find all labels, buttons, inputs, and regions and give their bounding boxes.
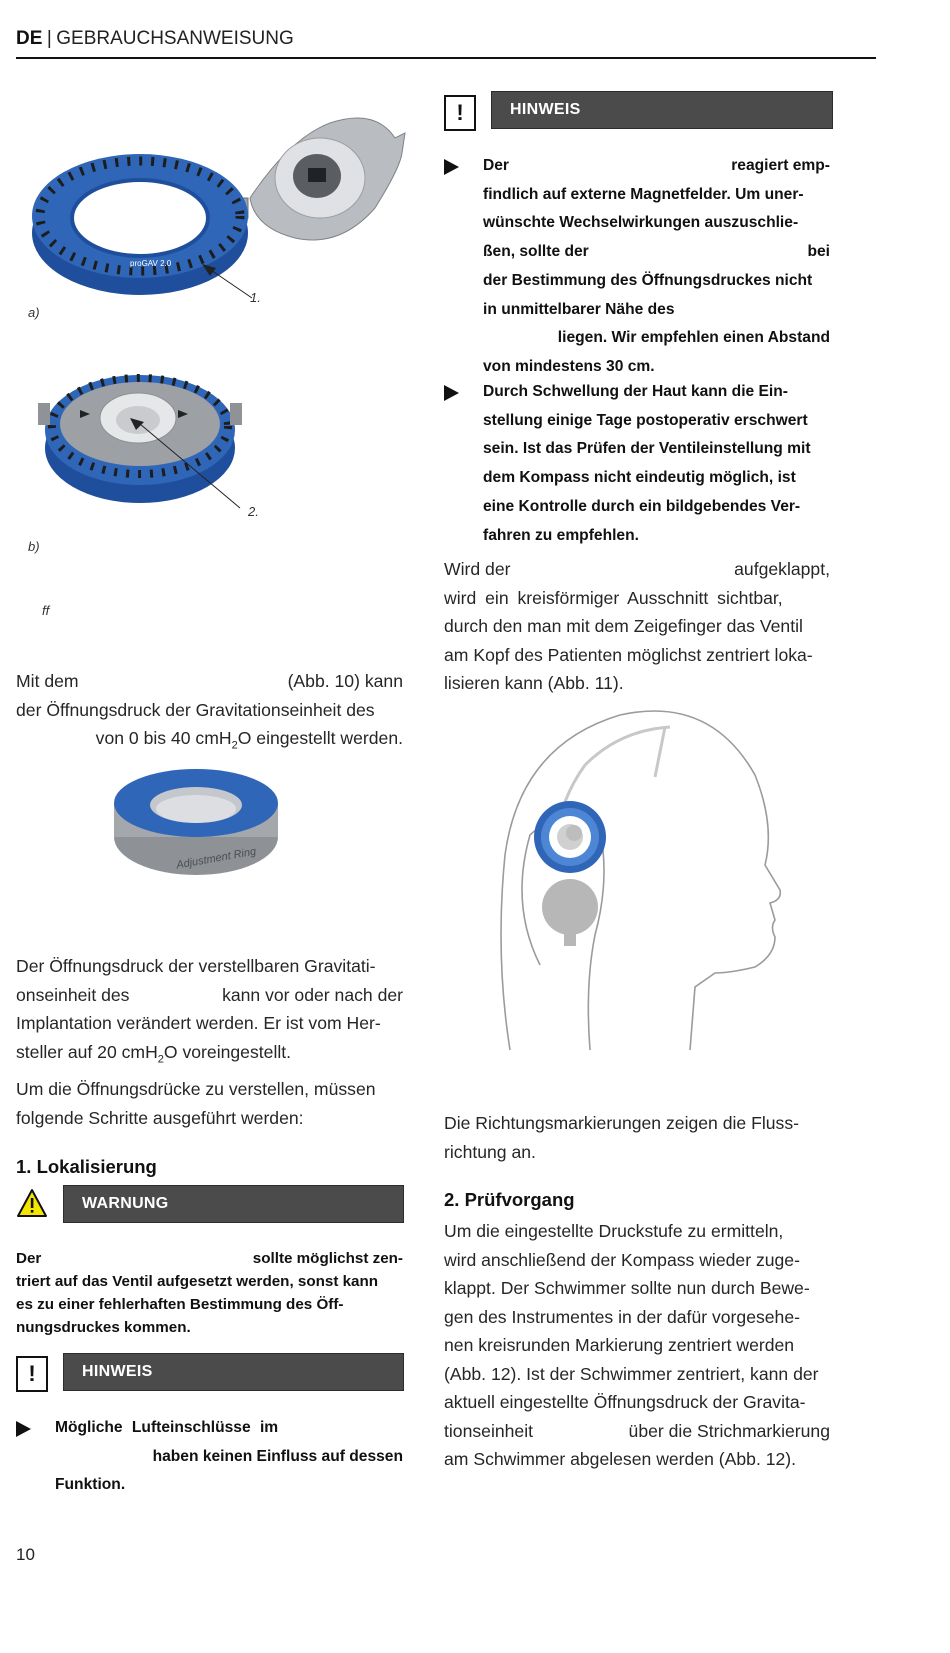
bullet-arrow-icon [444,385,459,401]
warning-text [16,1247,403,1339]
text-line: es zu einer fehlerhaften Bestimmung des Öff- [16,1296,344,1313]
text-line: fahren zu empfehlen. [483,526,639,544]
left-paragraph-3 [16,1075,403,1132]
text-line: über die Strichmarkierung [628,1420,830,1441]
text-line: Der [16,1250,42,1267]
text-line: stellung einige Tage postoperativ erschwert [483,411,808,429]
text-line: klappt. Der Schwimmer sollte nun durch Bewe- [444,1278,810,1298]
text-line: Funktion. [55,1476,126,1494]
left-notice-text [55,1414,403,1500]
text-line: findlich auf externe Magnetfelder. Um uner- [483,185,804,203]
text-line: Um die Öffnungsdrücke zu verstellen, müssen [16,1079,376,1099]
notice-banner-right: HINWEIS [491,91,833,129]
bullet-arrow-icon [444,159,459,175]
text-line: am Kopf des Patienten möglichst zentriert loka- [444,644,813,665]
header-language: DE [16,28,43,49]
text-line: wird ein kreisförmiger Ausschnitt sichtbar, [444,587,783,608]
text-line: in unmittelbarer Nähe des [483,300,675,318]
figure-label-b: b) [28,539,40,554]
text-line: aktuell eingestellte Öffnungsdruck der Gravita- [444,1392,806,1412]
text-line: bei [807,243,830,261]
heading-lokalisierung: 1. Lokalisierung [16,1156,157,1177]
text-line: am Schwimmer abgelesen werden (Abb. 12). [444,1449,797,1469]
text-line: sollte möglichst zen- [252,1250,403,1267]
text-line: sein. Ist das Prüfen der Ventileinstellung mit [483,440,811,458]
text-line: ßen, sollte der [483,243,589,261]
text-line: tionseinheit [444,1420,534,1441]
text-line: O voreingestellt. [163,1041,292,1062]
text-line: eine Kontrolle durch ein bildgebendes Ver- [483,497,801,515]
figure-adjustment-ring [108,765,284,880]
subscript: 2 [157,1053,164,1066]
text-line: durch den man mit dem Zeigefinger das Ventil [444,616,803,636]
page-header [16,28,876,59]
warning-banner: WARNUNG [63,1185,404,1223]
figure-caption-ff: ff [42,603,50,618]
callout-2: 2. [248,504,259,519]
text-line: von 0 bis 40 cmH [95,728,232,748]
text-line: reagiert emp- [731,157,830,174]
figure-label-a: a) [28,305,40,320]
text-line: Implantation verändert werden. Er ist vom Her- [16,1013,381,1033]
text-line: Der [483,157,510,174]
bullet-arrow-icon [16,1421,31,1437]
text-line: O eingestellt werden. [237,728,403,748]
text-line: liegen. Wir empfehlen einen Abstand [557,329,830,347]
text-line: Durch Schwellung der Haut kann die Ein- [483,383,788,400]
text-line: von mindestens 30 cm. [483,357,655,375]
text-line: onseinheit des [16,984,130,1005]
header-title: GEBRAUCHSANWEISUNG [56,28,294,49]
text-line: Mögliche Lufteinschlüsse im [55,1419,279,1436]
text-line: Um die eingestellte Druckstufe zu ermitteln, [444,1221,784,1241]
text-line: Die Richtungsmarkierungen zeigen die Fluss- [444,1113,799,1133]
right-paragraph-1 [444,555,830,698]
text-line: nen kreisrunden Markierung zentriert werden [444,1335,795,1355]
callout-1: 1. [250,290,261,305]
text-line: nungsdruckes kommen. [16,1319,191,1336]
dial-brand-text: proGAV 2.0 [130,259,172,268]
text-line: folgende Schritte ausgeführt werden: [16,1107,304,1128]
text-line: steller auf 20 cmH [16,1041,158,1062]
right-paragraph-2 [444,1109,830,1166]
text-line: aufgeklappt, [734,559,830,579]
text-line: (Abb. 12). Ist der Schwimmer zentriert, kann der [444,1363,819,1384]
ring-label-text: Adjustment Ring [175,845,258,872]
figure-head-compass [490,705,790,1055]
text-line: Mit dem [16,671,79,691]
text-line: haben keinen Einfluss auf dessen [152,1447,403,1465]
text-line: gen des Instrumentes in der dafür vorgesehe- [444,1306,800,1327]
page-number: 10 [16,1545,35,1564]
text-line: triert auf das Ventil aufgesetzt werden, sonst kann [16,1273,379,1290]
left-paragraph-2 [16,952,403,1074]
text-line: wird anschließend der Kompass wieder zuge- [444,1249,800,1270]
text-line: richtung an. [444,1141,536,1162]
subscript: 2 [231,739,238,752]
notice-exclamation-icon: ! [444,95,476,131]
left-paragraph-1 [16,667,403,760]
text-line: der Bestimmung des Öffnungsdruckes nicht [483,271,813,289]
figure-compass-closed [30,348,270,518]
text-line: (Abb. 10) kann [287,671,403,691]
right-paragraph-3 [444,1217,830,1474]
heading-pruefvorgang: 2. Prüfvorgang [444,1189,575,1210]
figure-compass-open [30,98,410,318]
text-line: dem Kompass nicht eindeutig möglich, ist [483,469,796,487]
text-line: kann vor oder nach der [222,984,403,1005]
right-notice-bullet-2 [483,378,830,550]
header-separator: | [46,28,52,49]
notice-banner-left: HINWEIS [63,1353,404,1391]
text-line: lisieren kann (Abb. 11). [444,673,624,693]
text-line: Der Öffnungsdruck der verstellbaren Gravitati- [16,956,376,976]
warning-triangle-icon [16,1188,48,1218]
text-line: der Öffnungsdruck der Gravitationseinheit des [16,699,375,720]
text-line: Wird der [444,559,511,579]
text-line: wünschte Wechselwirkungen auszuschlie- [483,214,799,232]
notice-exclamation-icon: ! [16,1356,48,1392]
right-notice-bullet-1 [483,152,830,382]
